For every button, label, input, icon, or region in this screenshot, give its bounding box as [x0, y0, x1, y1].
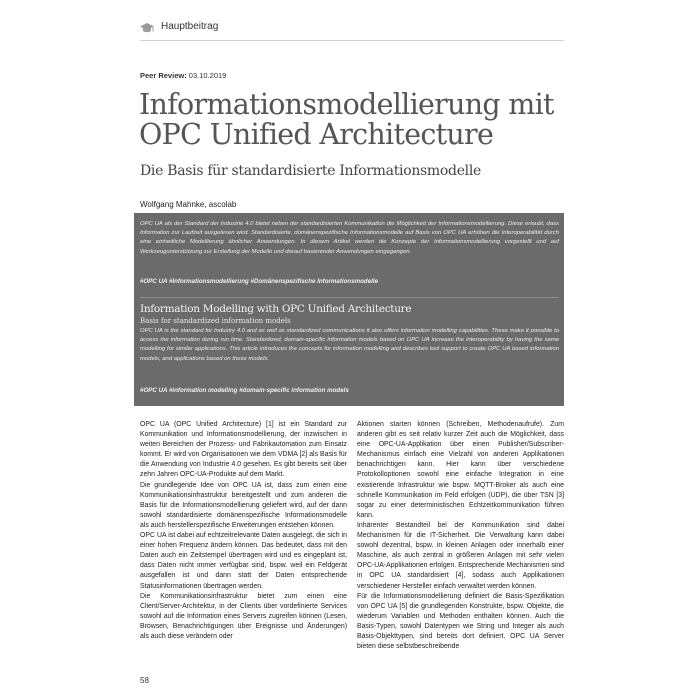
body-paragraph: Die Kommunikationsinfrastruktur bietet zum einen eine Client/Server-Architektur, in der Clients über vordefinierte Services sowohl auf die Information eines Servers zugreifen können (Lesen, Browsen, Benachrichtigungen über Ereignisse und Änderungen) als auch diese verändern oder: [140, 592, 347, 640]
page-number: 58: [140, 676, 149, 685]
body-column-left: [140, 420, 347, 642]
body-paragraph: Aktionen starten können (Schreiben, Methodenaufrufe). Zum anderen gibt es seit relativ kurzer Zeit auch die Möglichkeit, dass eine OPC-UA-Applikation über einen Publisher/Subscriber-Mechanismus einfach eine Vielzahl von anderen Applikationen benachrichtigen kann. Hier kann über verschiedene Protokolloptionen sowohl eine einfache Integration in eine existierende Infrastruktur wie bspw. MQTT-Broker als auch eine schnelle Kommunikation im Feld erfolgen (UDP), die über TSN [3] sogar zu einer deterministischen Echtzeitkommunikation führen kann.: [357, 421, 564, 519]
body-paragraph: Für die Informationsmodellierung definiert die Basis-Spezifikation von OPC UA [5] die grundlegenden Konstrukte, bspw. Objekte, die wiederum Variablen und Methoden enthalten können. Auch die Basis-Typen, sowohl Datentypen wie String und Integer als auch Basis-Objekttypen, sind bereits dort definiert. OPC UA Server bieten diese selbstbeschreibende: [357, 592, 564, 651]
english-subtitle: Basis for standardized information models: [140, 317, 291, 325]
body-paragraph: OPC UA ist dabei auf echtzeitrelevante Daten ausgelegt, die sich in einer hohen Frequenz ändern können. Das bedeutet, dass mit den Daten auch ein Zeitstempel übertragen wird und es eingeplant ist, dass Daten nicht immer verfügbar sind, bspw. weil ein Feldgerät ausgefallen ist und dann statt der Daten entsprechende Statusinformationen übertragen werden.: [140, 532, 347, 590]
body-paragraph: OPC UA (OPC Unified Architecture) [1] ist ein Standard zur Kommunikation und Informationsmodellierung, der inzwischen in weiten Bereichen der Prozess- und Fabrikautomation zum Einsatz kommt. Er wird von Organisationen wie dem VDMA [2] als Basis für die Anwendung von Industrie 4.0 gesehen. Es gibt bereits seit über zehn Jahren OPC-UA-Produkte auf dem Markt.: [140, 421, 347, 479]
peer-review-label: Peer Review:: [140, 71, 187, 80]
article-title: Informationsmodellierung mit OPC Unified Architecture: [139, 88, 554, 151]
abstract-german: OPC UA als der Standard der Industrie 4.0 bietet neben der standardisierten Kommunikation die Möglichkeit der Informationsmodellierung. Diese erlaubt, dass Information zur Laufzeit ausgelesen wird. Standardisierte, domänenspezifische Informationsmodelle auf Basis von OPC UA erhöhen die Interoperabilität durch eine einheitliche Modellierung ähnlicher Anwendungen. In diesem Artikel werden die Konzepte der Informationsmodellierung vorgestellt und auf Werkzeugunterstützung zur Erstellung der Modelle und darauf basierender Anwendungen eingegangen.: [140, 221, 559, 255]
section-label: Hauptbeitrag: [161, 21, 219, 32]
english-title: Information Modelling with OPC Unified Architecture: [140, 303, 412, 315]
abstract-divider: [140, 297, 559, 298]
body-paragraph: Inhärenter Bestandteil bei der Kommunikation sind dabei Mechanismen für die IT-Sicherheit. Die Verwaltung kann dabei sowohl dezentral, bspw. in kleinen Anlagen oder innerhalb einer Maschine, als auch zentral in größeren Anlagen mit sehr vielen OPC-UA-Applikationen erfolgen. Entsprechende Mechanismen sind in OPC UA standardisiert [4], sodass auch Applikationen verschiedener Hersteller einfach verwaltet werden können.: [357, 521, 564, 590]
header-divider: [140, 40, 564, 41]
abstract-box: [134, 213, 564, 406]
body-paragraph: Die grundlegende Idee von OPC UA ist, dass zum einen eine Kommunikationsinfrastruktur bereitgestellt und zum anderen die Basis für die Informationsmodellierung geliefert wird, auf der dann sowohl standardisierte domänenspezifische Informationsmodelle als auch herstellerspezifische Erweiterungen entstehen können.: [140, 481, 347, 529]
section-header: [140, 20, 560, 40]
abstract-english: OPC UA is the standard for Industry 4.0 and as well as standardized communications it also offers information modelling capabilities. These make it possible to access the information during run time. Standardized, domain-specific information models based on OPC UA increase the interoperability by having the same modelling for similar applications. This article introduces the concepts for information modelling and describes tool support to create OPC UA based information models, and applications based on these models.: [140, 328, 559, 362]
tags-english: #OPC UA #information modelling #domain-specific information models: [140, 387, 349, 394]
peer-review-line: [140, 71, 226, 80]
article-subtitle: Die Basis für standardisierte Informationsmodelle: [140, 163, 482, 179]
body-column-right: [357, 420, 564, 652]
article-author: Wolfgang Mahnke, ascolab: [140, 200, 237, 209]
tags-german: #OPC UA #Informationsmodellierung #Domänenspezifische Informationsmodelle: [140, 278, 379, 285]
peer-review-date: 03.10.2019: [188, 71, 227, 80]
graduation-cap-icon: [140, 22, 154, 34]
